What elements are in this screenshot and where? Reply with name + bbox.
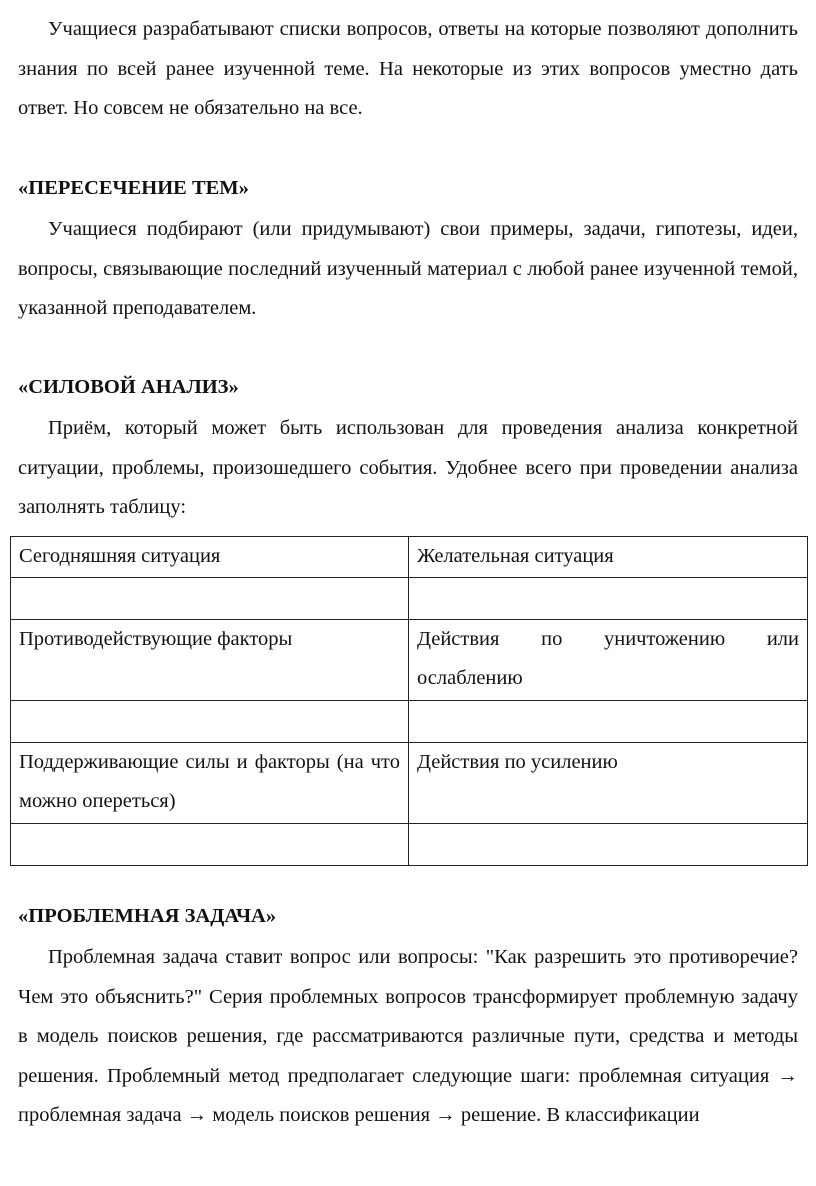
paragraph-force-analysis: Приём, который может быть использован для проведения анализа конкретной ситуации, проблемы, произошедшего события. Удобнее всего при проведении анализа заполнять таблицу: — [18, 417, 798, 518]
table-cell — [11, 578, 409, 620]
table-row — [11, 824, 808, 866]
force-analysis-table — [10, 536, 808, 866]
table-row — [11, 743, 808, 824]
table-row — [11, 620, 808, 701]
table-row — [11, 701, 808, 743]
heading-topic-intersection: «ПЕРЕСЕЧЕНИЕ ТЕМ» — [18, 177, 249, 199]
table-row — [11, 578, 808, 620]
table-cell: Сегодняшняя ситуация — [11, 537, 409, 578]
paragraph-problem-task: Проблемная задача ставит вопрос или вопросы: "Как разрешить это противоречие? Чем это объяснить?" Серия проблемных вопросов трансформирует проблемную задачу в модель поисков решения, где рассматриваются различные пути, средства и методы решения. Проблемный метод предполагает следующие шаги: проблемная ситуация → проблемная задача → модель поисков решения → решение. В классификации — [18, 946, 798, 1126]
table-cell: Противодействующие факторы — [11, 620, 409, 701]
table-cell — [11, 824, 409, 866]
table-cell — [409, 701, 808, 743]
heading-problem-task: «ПРОБЛЕМНАЯ ЗАДАЧА» — [18, 905, 277, 927]
table-cell: Поддерживающие силы и факторы (на что можно опереться) — [11, 743, 409, 824]
heading-force-analysis: «СИЛОВОЙ АНАЛИЗ» — [18, 376, 239, 398]
intro-paragraph: Учащиеся разрабатывают списки вопросов, ответы на которые позволяют дополнить знания по всей ранее изученной теме. На некоторые из этих вопросов уместно дать ответ. Но совсем не обязательно на все. — [18, 18, 798, 119]
table-cell — [409, 578, 808, 620]
table-cell: Действия по уничтожению или ослаблению — [409, 620, 808, 701]
paragraph-topic-intersection: Учащиеся подбирают (или придумывают) свои примеры, задачи, гипотезы, идеи, вопросы, связывающие последний изученный материал с любой ранее изученной темой, указанной преподавателем. — [18, 218, 798, 319]
table-cell: Желательная ситуация — [409, 537, 808, 578]
table-cell — [11, 701, 409, 743]
table-row — [11, 537, 808, 578]
table-cell: Действия по усилению — [409, 743, 808, 824]
table-cell — [409, 824, 808, 866]
